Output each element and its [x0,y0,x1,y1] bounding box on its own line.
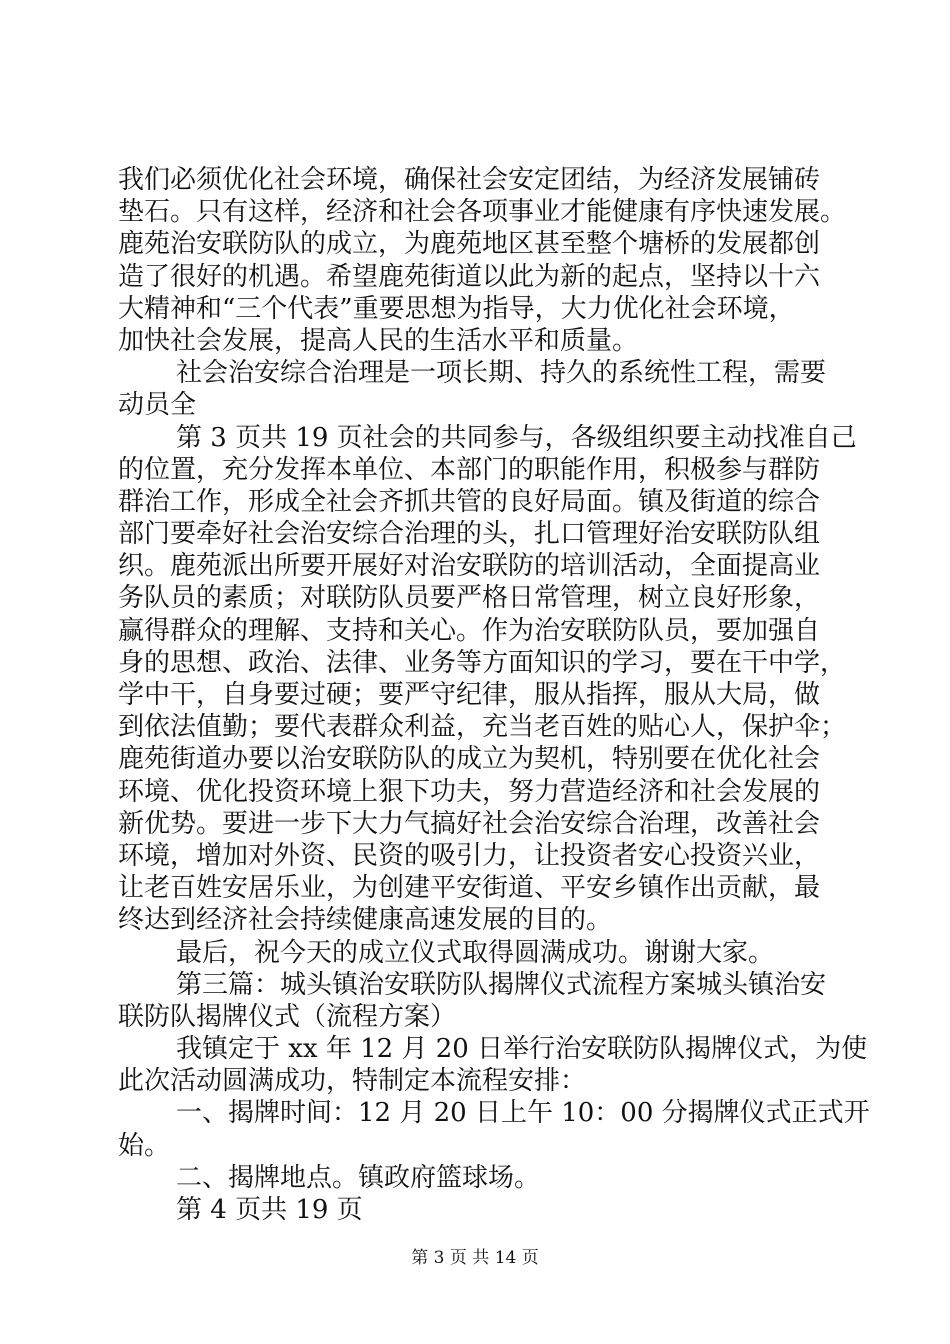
text-line: 环境、优化投资环境上狠下功夫，努力营造经济和社会发展的 [118,776,821,807]
text-line: 二、揭牌地点。镇政府篮球场。 [176,1162,541,1193]
text-line: 我镇定于 xx 年 12 月 20 日举行治安联防队揭牌仪式，为使 [176,1034,868,1065]
text-line: 织。鹿苑派出所要开展好对治安联防的培训活动，全面提高业 [118,551,821,582]
text-line: 部门要牵好社会治安综合治理的头，扎口管理好治安联防队组 [118,519,821,550]
text-line: 我们必须优化社会环境，确保社会安定团结，为经济发展铺砖 [118,165,821,195]
text-line: 此次活动圆满成功，特制定本流程安排： [118,1066,587,1097]
text-line: 大精神和“三个代表”重要思想为指导，大力优化社会环境， [118,293,795,324]
text-line: 鹿苑街道办要以治安联防队的成立为契机，特别要在优化社会 [118,744,821,775]
text-line: 动员全 [118,390,197,421]
text-line: 到依法值勤；要代表群众利益，充当老百姓的贴心人，保护伞； [118,712,847,743]
text-line: 第 3 页共 19 页社会的共同参与，各级组织要主动找准自己 [176,422,857,453]
text-line: 垫石。只有这样，经济和社会各项事业才能健康有序快速发展。 [118,197,847,228]
text-line: 最后，祝今天的成立仪式取得圆满成功。谢谢大家。 [176,937,775,968]
text-line: 鹿苑治安联防队的成立，为鹿苑地区甚至整个塘桥的发展都创 [118,229,821,260]
text-line: 身的思想、政治、法律、业务等方面知识的学习，要在干中学， [118,647,847,678]
text-line: 社会治安综合治理是一项长期、持久的系统性工程，需要 [176,358,827,389]
text-line: 终达到经济社会持续健康高速发展的目的。 [118,905,613,936]
text-line: 群治工作，形成全社会齐抓共管的良好局面。镇及街道的综合 [118,486,821,517]
text-line: 始。 [118,1130,171,1161]
page-footer: 第 3 页 共 14 页 [411,1248,539,1268]
text-line: 新优势。要进一步下大力气搞好社会治安综合治理，改善社会 [118,808,821,839]
document-body [118,164,870,1226]
text-line: 联防队揭牌仪式（流程方案） [118,1001,457,1032]
text-line: 一、揭牌时间：12 月 20 日上午 10：00 分揭牌仪式正式开 [176,1098,870,1129]
text-line: 第三篇：城头镇治安联防队揭牌仪式流程方案城头镇治安 [176,969,827,1000]
text-line: 让老百姓安居乐业，为创建平安街道、平安乡镇作出贡献，最 [118,873,821,904]
text-line: 加快社会发展，提高人民的生活水平和质量。 [118,325,639,356]
text-line: 第 4 页共 19 页 [176,1195,363,1225]
text-line: 赢得群众的理解、支持和关心。作为治安联防队员，要加强自 [118,615,821,646]
text-line: 造了很好的机遇。希望鹿苑街道以此为新的起点，坚持以十六 [118,261,821,292]
text-line: 的位置，充分发挥本单位、本部门的职能作用，积极参与群防 [118,454,821,485]
text-line: 学中干，自身要过硬；要严守纪律，服从指挥，服从大局，做 [118,680,821,710]
text-line: 环境，增加对外资、民资的吸引力，让投资者安心投资兴业， [118,840,821,871]
text-line: 务队员的素质；对联防队员要严格日常管理，树立良好形象， [118,583,821,614]
